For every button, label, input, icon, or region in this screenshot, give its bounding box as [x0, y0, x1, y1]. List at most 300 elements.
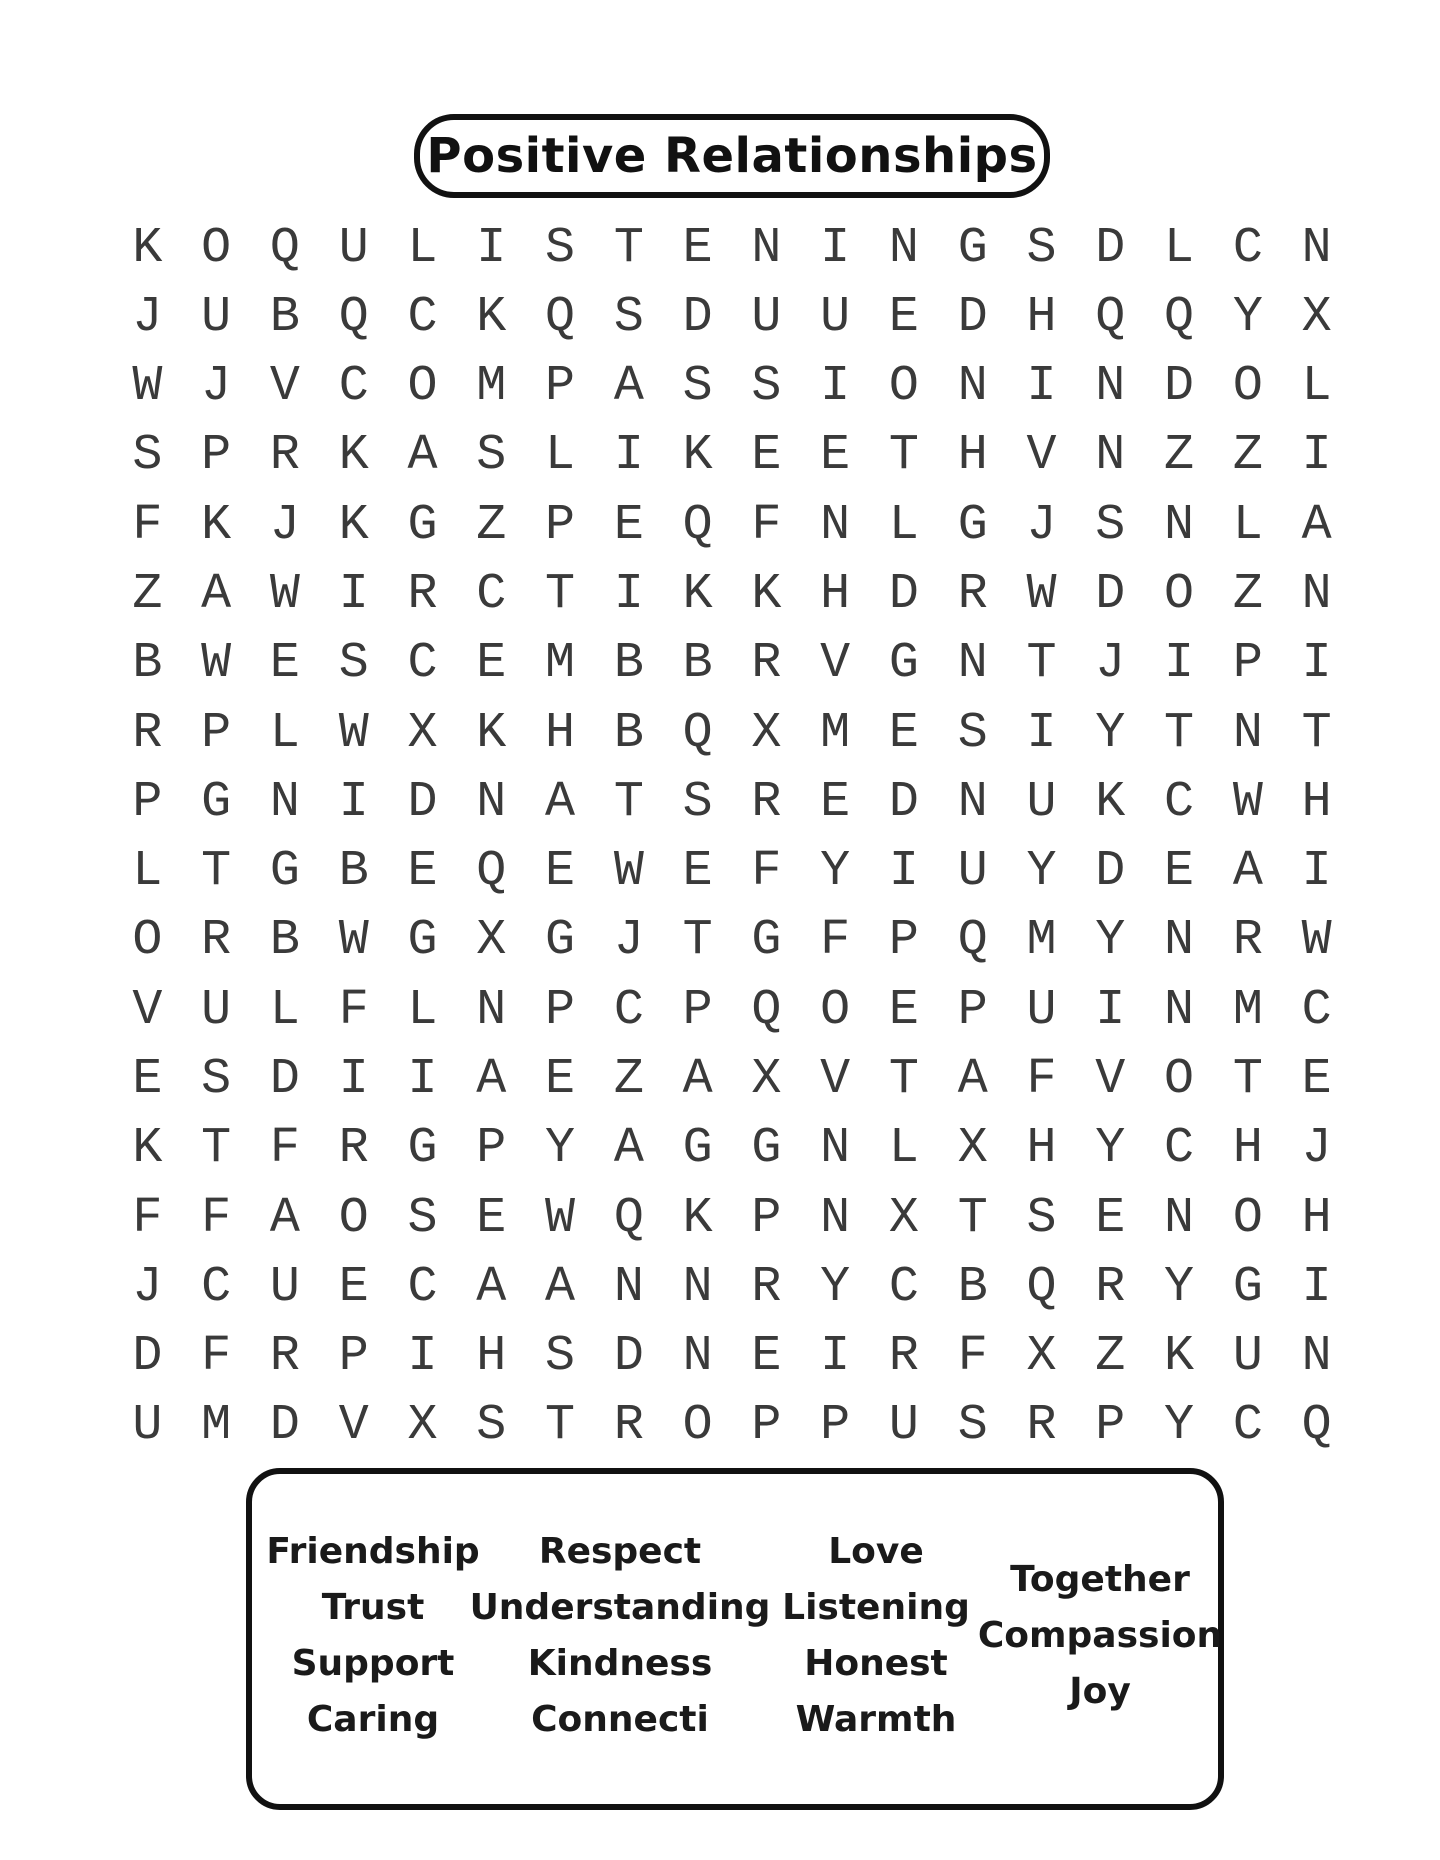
word-item: Joy — [1069, 1671, 1131, 1712]
grid-letter: M — [1026, 912, 1057, 970]
grid-letter: D — [132, 1328, 163, 1386]
grid-letter: F — [201, 1189, 232, 1247]
grid-letter: Z — [613, 1050, 644, 1108]
grid-letter: J — [613, 912, 644, 970]
grid-letter: H — [1026, 1120, 1057, 1178]
grid-letter: I — [476, 219, 507, 277]
grid-letter: P — [545, 496, 576, 554]
grid-letter: C — [476, 566, 507, 624]
grid-letter: L — [269, 704, 300, 762]
grid-letter: L — [407, 981, 438, 1039]
grid-letter: J — [132, 288, 163, 346]
grid-letter: M — [476, 358, 507, 416]
grid-letter: A — [545, 1258, 576, 1316]
grid-letter: D — [1095, 566, 1126, 624]
grid-letter: D — [269, 1050, 300, 1108]
grid-letter: A — [476, 1050, 507, 1108]
grid-letter: D — [407, 773, 438, 831]
grid-letter: T — [613, 219, 644, 277]
grid-letter: O — [1164, 1050, 1195, 1108]
grid-letter: T — [1164, 704, 1195, 762]
grid-letter: N — [820, 1120, 851, 1178]
grid-letter: R — [957, 566, 988, 624]
grid-letter: G — [751, 1120, 782, 1178]
grid-letter: J — [1095, 635, 1126, 693]
grid-letter: C — [407, 288, 438, 346]
grid-letter: O — [682, 1397, 713, 1455]
grid-letter: L — [1232, 496, 1263, 554]
grid-letter: S — [132, 427, 163, 485]
grid-letter: K — [338, 496, 369, 554]
grid-letter: W — [1301, 912, 1332, 970]
grid-letter: W — [338, 704, 369, 762]
grid-letter: F — [338, 981, 369, 1039]
grid-letter: A — [682, 1050, 713, 1108]
grid-letter: X — [751, 704, 782, 762]
grid-letter: F — [132, 496, 163, 554]
grid-letter: U — [201, 981, 232, 1039]
grid-letter: O — [1232, 358, 1263, 416]
grid-letter: X — [407, 1397, 438, 1455]
grid-letter: B — [269, 912, 300, 970]
word-column-1 — [262, 1524, 484, 1748]
word-column-4 — [978, 1552, 1222, 1720]
grid-letter: I — [1095, 981, 1126, 1039]
grid-letter: X — [751, 1050, 782, 1108]
grid-letter: U — [1026, 981, 1057, 1039]
grid-letter: P — [476, 1120, 507, 1178]
grid-letter: U — [820, 288, 851, 346]
grid-letter: E — [820, 773, 851, 831]
grid-letter: C — [407, 1258, 438, 1316]
grid-letter: P — [751, 1397, 782, 1455]
grid-letter: F — [820, 912, 851, 970]
grid-letter: I — [338, 566, 369, 624]
grid-letter: G — [407, 496, 438, 554]
grid-letter: B — [613, 635, 644, 693]
grid-letter: X — [957, 1120, 988, 1178]
grid-letter: L — [269, 981, 300, 1039]
grid-letter: N — [1095, 358, 1126, 416]
page-title: Positive Relationships — [426, 128, 1038, 184]
grid-letter: C — [1164, 773, 1195, 831]
grid-letter: E — [1164, 843, 1195, 901]
grid-letter: P — [1095, 1397, 1126, 1455]
grid-letter: W — [1026, 566, 1057, 624]
grid-letter: T — [201, 1120, 232, 1178]
grid-letter: S — [407, 1189, 438, 1247]
grid-letter: C — [888, 1258, 919, 1316]
grid-letter: E — [476, 635, 507, 693]
grid-letter: T — [545, 566, 576, 624]
grid-letter: E — [682, 219, 713, 277]
grid-letter: Q — [476, 843, 507, 901]
word-item: Warmth — [795, 1699, 957, 1740]
grid-letter: E — [888, 704, 919, 762]
grid-letter: B — [338, 843, 369, 901]
grid-letter: N — [751, 219, 782, 277]
grid-letter: J — [269, 496, 300, 554]
grid-letter: Q — [338, 288, 369, 346]
grid-letter: T — [201, 843, 232, 901]
grid-letter: P — [957, 981, 988, 1039]
grid-letter: N — [888, 219, 919, 277]
grid-letter: S — [957, 704, 988, 762]
grid-letter: E — [888, 981, 919, 1039]
grid-letter: L — [132, 843, 163, 901]
grid-letter: M — [201, 1397, 232, 1455]
grid-letter: W — [613, 843, 644, 901]
grid-letter: P — [888, 912, 919, 970]
grid-letter: D — [1095, 843, 1126, 901]
grid-letter: N — [1232, 704, 1263, 762]
grid-letter: U — [338, 219, 369, 277]
grid-letter: F — [751, 843, 782, 901]
grid-letter: C — [1232, 1397, 1263, 1455]
grid-letter: C — [201, 1258, 232, 1316]
grid-letter: X — [476, 912, 507, 970]
grid-letter: A — [1301, 496, 1332, 554]
grid-letter: G — [957, 219, 988, 277]
grid-letter: P — [545, 981, 576, 1039]
grid-letter: U — [1232, 1328, 1263, 1386]
grid-letter: H — [1232, 1120, 1263, 1178]
word-item: Understanding — [469, 1587, 771, 1628]
grid-letter: Y — [1026, 843, 1057, 901]
grid-letter: Z — [1232, 427, 1263, 485]
grid-letter: R — [269, 1328, 300, 1386]
grid-letter: V — [1095, 1050, 1126, 1108]
grid-letter: T — [1301, 704, 1332, 762]
grid-letter: D — [269, 1397, 300, 1455]
grid-letter: M — [1232, 981, 1263, 1039]
grid-letter: I — [338, 1050, 369, 1108]
grid-letter: P — [545, 358, 576, 416]
grid-letter: W — [1232, 773, 1263, 831]
word-column-3 — [752, 1524, 1000, 1748]
grid-letter: O — [132, 912, 163, 970]
grid-letter: F — [201, 1328, 232, 1386]
grid-letter: G — [269, 843, 300, 901]
grid-letter: C — [338, 358, 369, 416]
grid-letter: X — [1026, 1328, 1057, 1386]
grid-letter: N — [1095, 427, 1126, 485]
grid-letter: X — [1301, 288, 1332, 346]
grid-letter: N — [1301, 566, 1332, 624]
grid-letter: I — [407, 1328, 438, 1386]
letter-grid — [113, 214, 1351, 1461]
grid-letter: E — [751, 427, 782, 485]
grid-letter: N — [820, 496, 851, 554]
grid-letter: S — [682, 773, 713, 831]
grid-letter: A — [613, 1120, 644, 1178]
grid-letter: I — [1301, 427, 1332, 485]
grid-letter: Z — [1164, 427, 1195, 485]
grid-letter: V — [820, 1050, 851, 1108]
grid-letter: H — [545, 704, 576, 762]
grid-letter: S — [751, 358, 782, 416]
grid-letter: O — [338, 1189, 369, 1247]
grid-letter: W — [269, 566, 300, 624]
grid-letter: Q — [682, 704, 713, 762]
grid-letter: N — [476, 981, 507, 1039]
word-item: Love — [828, 1531, 924, 1572]
grid-letter: Q — [545, 288, 576, 346]
grid-letter: Y — [820, 843, 851, 901]
grid-letter: K — [682, 1189, 713, 1247]
grid-letter: E — [545, 843, 576, 901]
grid-letter: D — [888, 566, 919, 624]
grid-letter: E — [269, 635, 300, 693]
grid-letter: D — [613, 1328, 644, 1386]
grid-letter: E — [545, 1050, 576, 1108]
grid-letter: W — [545, 1189, 576, 1247]
grid-letter: E — [682, 843, 713, 901]
grid-letter: Q — [613, 1189, 644, 1247]
grid-letter: E — [613, 496, 644, 554]
grid-letter: T — [1232, 1050, 1263, 1108]
grid-letter: L — [888, 1120, 919, 1178]
grid-letter: I — [820, 1328, 851, 1386]
grid-letter: I — [613, 566, 644, 624]
grid-letter: Q — [957, 912, 988, 970]
grid-letter: G — [751, 912, 782, 970]
grid-letter: I — [1164, 635, 1195, 693]
grid-letter: H — [820, 566, 851, 624]
grid-letter: E — [476, 1189, 507, 1247]
grid-letter: N — [1164, 981, 1195, 1039]
grid-letter: U — [1026, 773, 1057, 831]
grid-letter: S — [682, 358, 713, 416]
grid-letter: K — [1164, 1328, 1195, 1386]
grid-letter: I — [820, 219, 851, 277]
grid-letter: V — [1026, 427, 1057, 485]
grid-letter: F — [132, 1189, 163, 1247]
grid-letter: R — [751, 635, 782, 693]
grid-letter: F — [269, 1120, 300, 1178]
grid-letter: A — [476, 1258, 507, 1316]
word-item: Listening — [782, 1587, 970, 1628]
grid-letter: I — [888, 843, 919, 901]
grid-letter: P — [338, 1328, 369, 1386]
grid-letter: D — [682, 288, 713, 346]
grid-letter: K — [201, 496, 232, 554]
grid-letter: J — [201, 358, 232, 416]
grid-letter: O — [888, 358, 919, 416]
grid-letter: A — [201, 566, 232, 624]
grid-letter: G — [682, 1120, 713, 1178]
grid-letter: H — [957, 427, 988, 485]
grid-letter: R — [132, 704, 163, 762]
grid-letter: R — [751, 1258, 782, 1316]
grid-letter: H — [1026, 288, 1057, 346]
word-item: Kindness — [527, 1643, 713, 1684]
title-box — [414, 114, 1050, 198]
grid-letter: Q — [1095, 288, 1126, 346]
word-item: Honest — [804, 1643, 948, 1684]
grid-letter: N — [1164, 1189, 1195, 1247]
grid-letter: K — [132, 219, 163, 277]
grid-letter: F — [751, 496, 782, 554]
grid-letter: Y — [545, 1120, 576, 1178]
grid-letter: B — [957, 1258, 988, 1316]
word-item: Together — [1010, 1559, 1190, 1600]
grid-letter: O — [820, 981, 851, 1039]
grid-letter: I — [1026, 704, 1057, 762]
grid-letter: I — [338, 773, 369, 831]
grid-letter: K — [476, 288, 507, 346]
grid-letter: O — [407, 358, 438, 416]
grid-letter: U — [957, 843, 988, 901]
grid-letter: K — [1095, 773, 1126, 831]
grid-letter: A — [545, 773, 576, 831]
grid-letter: B — [682, 635, 713, 693]
grid-letter: J — [132, 1258, 163, 1316]
grid-letter: R — [407, 566, 438, 624]
grid-letter: Q — [682, 496, 713, 554]
grid-letter: R — [613, 1397, 644, 1455]
grid-letter: Z — [1095, 1328, 1126, 1386]
grid-letter: Z — [476, 496, 507, 554]
grid-letter: B — [613, 704, 644, 762]
grid-letter: Q — [1164, 288, 1195, 346]
grid-letter: G — [407, 912, 438, 970]
grid-letter: V — [820, 635, 851, 693]
grid-letter: N — [476, 773, 507, 831]
grid-letter: B — [132, 635, 163, 693]
grid-letter: V — [269, 358, 300, 416]
grid-letter: I — [820, 358, 851, 416]
grid-letter: S — [545, 219, 576, 277]
word-item: Compassion — [977, 1615, 1223, 1656]
grid-letter: O — [1232, 1189, 1263, 1247]
grid-letter: R — [201, 912, 232, 970]
grid-letter: G — [888, 635, 919, 693]
grid-letter: A — [957, 1050, 988, 1108]
grid-letter: A — [407, 427, 438, 485]
grid-letter: N — [1301, 1328, 1332, 1386]
grid-letter: E — [888, 288, 919, 346]
grid-letter: G — [1232, 1258, 1263, 1316]
grid-letter: E — [132, 1050, 163, 1108]
grid-letter: N — [1164, 912, 1195, 970]
grid-letter: U — [888, 1397, 919, 1455]
grid-letter: X — [888, 1189, 919, 1247]
grid-letter: R — [1026, 1397, 1057, 1455]
grid-letter: P — [201, 427, 232, 485]
grid-letter: S — [1026, 1189, 1057, 1247]
grid-letter: P — [820, 1397, 851, 1455]
grid-letter: Q — [751, 981, 782, 1039]
grid-letter: F — [1026, 1050, 1057, 1108]
grid-letter: Y — [820, 1258, 851, 1316]
grid-letter: R — [1232, 912, 1263, 970]
grid-letter: I — [613, 427, 644, 485]
grid-letter: P — [201, 704, 232, 762]
grid-letter: T — [888, 427, 919, 485]
grid-letter: V — [132, 981, 163, 1039]
grid-letter: E — [338, 1258, 369, 1316]
word-list-box — [246, 1468, 1224, 1810]
grid-letter: S — [613, 288, 644, 346]
grid-letter: G — [407, 1120, 438, 1178]
grid-letter: L — [407, 219, 438, 277]
grid-letter: C — [613, 981, 644, 1039]
grid-letter: C — [1164, 1120, 1195, 1178]
grid-letter: Y — [1095, 912, 1126, 970]
grid-letter: H — [476, 1328, 507, 1386]
grid-letter: R — [888, 1328, 919, 1386]
grid-letter: C — [1301, 981, 1332, 1039]
grid-letter: A — [269, 1189, 300, 1247]
grid-letter: W — [132, 358, 163, 416]
grid-letter: I — [407, 1050, 438, 1108]
grid-letter: M — [545, 635, 576, 693]
grid-letter: L — [1164, 219, 1195, 277]
grid-letter: N — [957, 635, 988, 693]
grid-letter: S — [957, 1397, 988, 1455]
grid-letter: D — [1164, 358, 1195, 416]
grid-letter: K — [682, 427, 713, 485]
grid-letter: G — [545, 912, 576, 970]
grid-letter: D — [957, 288, 988, 346]
grid-letter: S — [1026, 219, 1057, 277]
grid-letter: I — [1301, 1258, 1332, 1316]
grid-letter: R — [1095, 1258, 1126, 1316]
grid-letter: S — [545, 1328, 576, 1386]
grid-letter: N — [1301, 219, 1332, 277]
grid-letter: K — [338, 427, 369, 485]
grid-letter: S — [201, 1050, 232, 1108]
grid-letter: A — [1232, 843, 1263, 901]
grid-letter: P — [132, 773, 163, 831]
grid-letter: N — [682, 1258, 713, 1316]
grid-letter: P — [751, 1189, 782, 1247]
grid-letter: X — [407, 704, 438, 762]
grid-letter: P — [682, 981, 713, 1039]
grid-letter: N — [269, 773, 300, 831]
grid-letter: Z — [132, 566, 163, 624]
word-item: Friendship — [266, 1531, 480, 1572]
word-item: Respect — [538, 1531, 702, 1572]
grid-letter: N — [957, 773, 988, 831]
grid-letter: U — [751, 288, 782, 346]
grid-letter: W — [338, 912, 369, 970]
grid-letter: G — [201, 773, 232, 831]
grid-letter: A — [613, 358, 644, 416]
grid-letter: D — [1095, 219, 1126, 277]
grid-letter: T — [613, 773, 644, 831]
grid-letter: M — [820, 704, 851, 762]
word-item: Connecti — [531, 1699, 709, 1740]
grid-letter: Q — [1026, 1258, 1057, 1316]
word-item: Support — [291, 1643, 455, 1684]
grid-letter: R — [751, 773, 782, 831]
word-column-2 — [469, 1524, 771, 1748]
grid-letter: W — [201, 635, 232, 693]
grid-letter: H — [1301, 773, 1332, 831]
grid-letter: N — [682, 1328, 713, 1386]
grid-letter: K — [751, 566, 782, 624]
grid-letter: J — [1301, 1120, 1332, 1178]
grid-letter: T — [1026, 635, 1057, 693]
grid-letter: Y — [1232, 288, 1263, 346]
grid-letter: N — [1164, 496, 1195, 554]
grid-letter: E — [820, 427, 851, 485]
grid-letter: Q — [269, 219, 300, 277]
grid-letter: I — [1026, 358, 1057, 416]
grid-letter: S — [476, 427, 507, 485]
